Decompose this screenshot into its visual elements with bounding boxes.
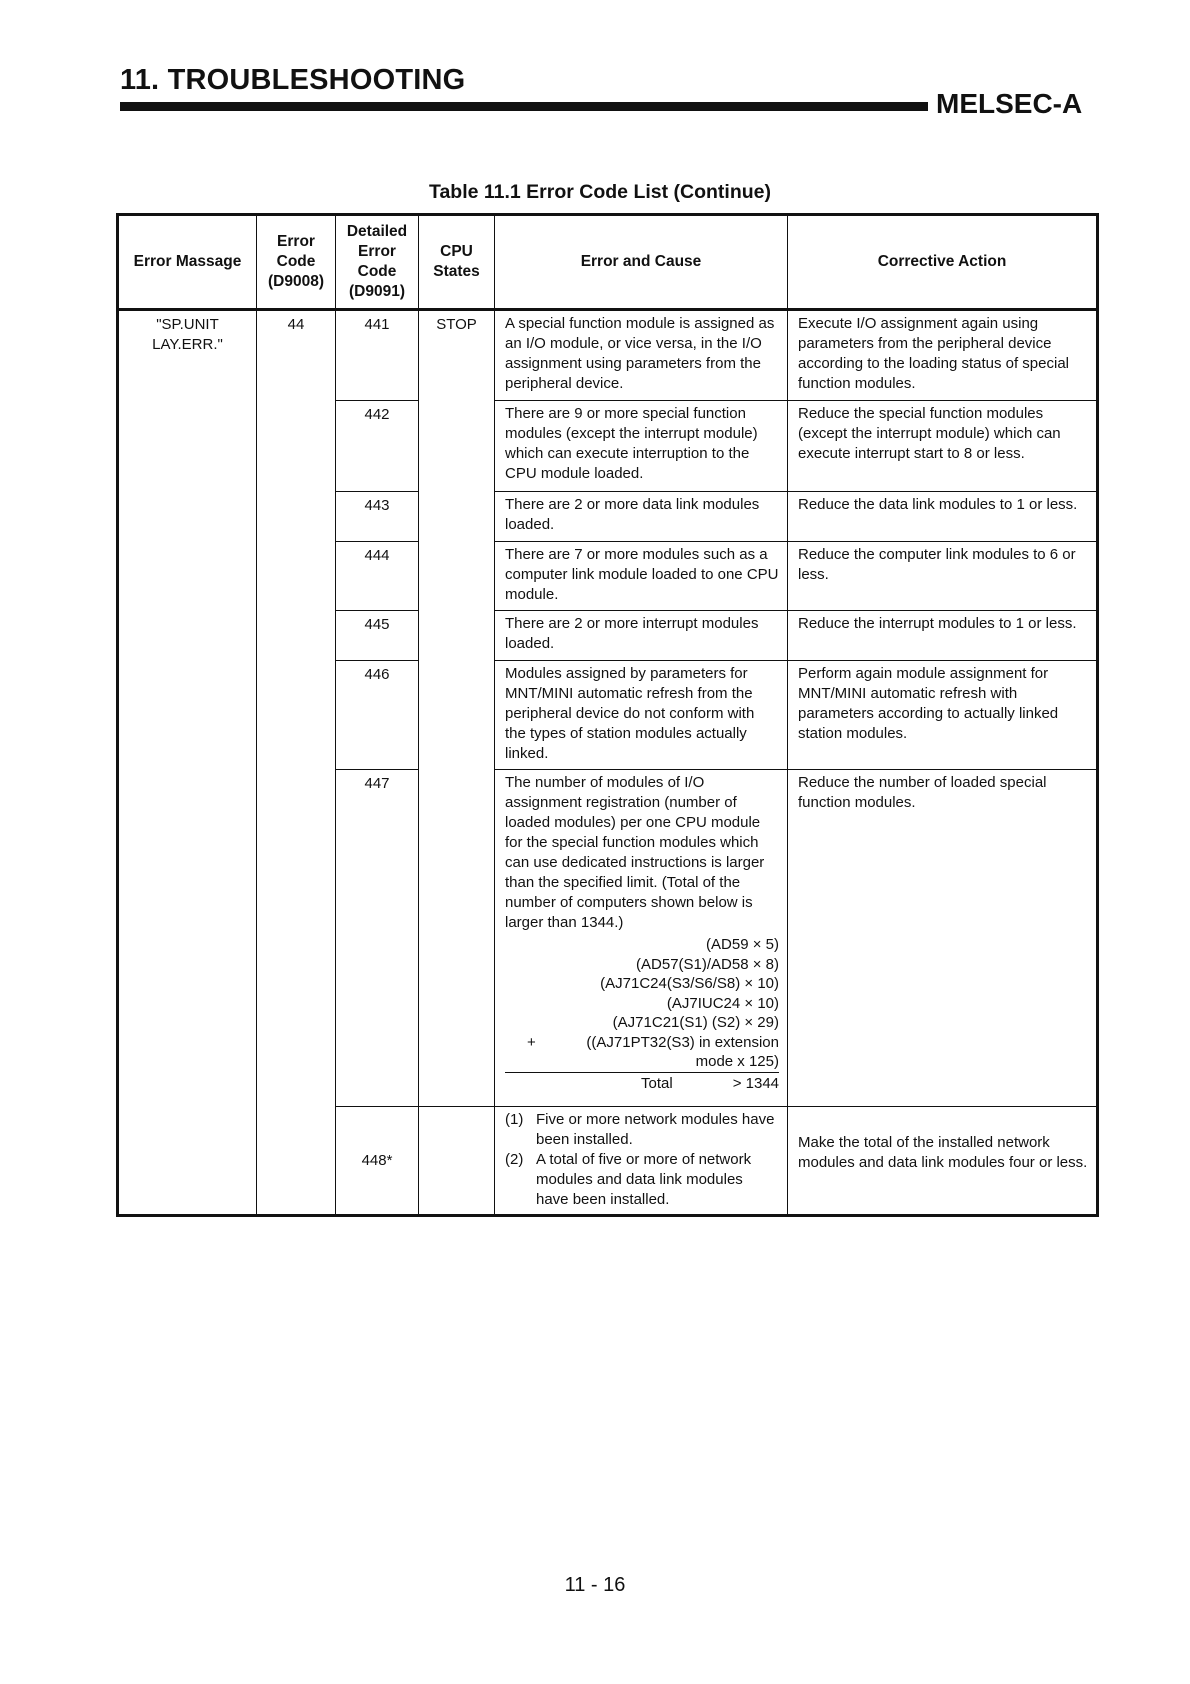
detail-code-cell: 444 — [336, 542, 419, 611]
table-caption: Table 11.1 Error Code List (Continue) — [428, 181, 772, 203]
chapter-title: 11. TROUBLESHOOTING — [120, 64, 466, 96]
cause-cell — [495, 770, 788, 1107]
col-header-error-and-cause: Error and Cause — [495, 215, 788, 310]
formula-plus-line — [505, 1033, 779, 1053]
detail-code-cell: 442 — [336, 401, 419, 492]
action-cell: Execute I/O assignment again using parameters from the peripheral device according to the loading status of special function modules. — [788, 310, 1098, 401]
list-item: (2) A total of five or more of network modules and data link modules have been installed. — [505, 1151, 752, 1208]
cause-text: The number of modules of I/O assignment registration (number of loaded modules) per one CPU module for the special function modules which can use dedicated instructions is larger than the specified limit. (Total of the number of computers shown below is larger than 1344.) — [505, 774, 765, 931]
formula-total — [505, 1073, 779, 1095]
formula-line: mode x 125) — [505, 1052, 779, 1073]
col-header-error-code: Error Code (D9008) — [257, 215, 336, 310]
module-count-formula — [505, 935, 779, 1095]
formula-line: (AD59 × 5) — [706, 936, 779, 953]
detail-code-cell: 443 — [336, 492, 419, 542]
formula-line: (AJ71C24(S3/S6/S8) × 10) — [600, 975, 779, 992]
detail-code-cell: 447 — [336, 770, 419, 1107]
table-row — [118, 310, 1098, 401]
detail-code-cell: 448* — [336, 1107, 419, 1216]
formula-total-label: Total — [641, 1074, 673, 1092]
error-code-cell: 44 — [257, 310, 336, 1216]
detail-code-cell: 445 — [336, 611, 419, 661]
cause-cell: A special function module is assigned as an I/O module, or vice versa, in the I/O assignment using parameters from the peripheral device. — [495, 310, 788, 401]
formula-line: ((AJ71PT32(S3) in extension — [586, 1033, 779, 1051]
action-cell: Make the total of the installed network modules and data link modules four or less. — [788, 1107, 1098, 1216]
error-code-table — [116, 213, 1099, 1217]
table-header-row — [118, 215, 1098, 310]
cause-cell: There are 9 or more special function modules (except the interrupt module) which can execute interruption to the CPU module loaded. — [495, 401, 788, 492]
formula-line: (AD57(S1)/AD58 × 8) — [636, 955, 779, 973]
action-cell: Perform again module assignment for MNT/MINI automatic refresh with parameters according to actually linked station modules. — [788, 661, 1098, 770]
col-header-cpu-states: CPU States — [419, 215, 495, 310]
cause-cell: There are 2 or more interrupt modules loaded. — [495, 611, 788, 661]
cpu-state-cell-empty — [419, 1107, 495, 1216]
cause-cell: There are 7 or more modules such as a computer link module loaded to one CPU module. — [495, 542, 788, 611]
col-header-error-message: Error Massage — [118, 215, 257, 310]
plus-sign: + — [527, 1033, 536, 1051]
cpu-state-cell: STOP — [419, 310, 495, 1107]
list-item: (1) Five or more network modules have been installed. — [505, 1111, 775, 1148]
formula-line: (AJ71C21(S1) (S2) × 29) — [612, 1014, 779, 1031]
page-number: 11 - 16 — [564, 1574, 626, 1596]
brand-label: MELSEC-A — [936, 88, 1083, 119]
cause-cell: Modules assigned by parameters for MNT/MINI automatic refresh from the peripheral device do not conform with the types of station modules actually linked. — [495, 661, 788, 770]
formula-line: (AJ7IUC24 × 10) — [666, 994, 779, 1012]
action-cell: Reduce the data link modules to 1 or less. — [788, 492, 1098, 542]
col-header-corrective-action: Corrective Action — [788, 215, 1098, 310]
detail-code-cell: 446 — [336, 661, 419, 770]
header-rule — [120, 102, 928, 111]
action-cell: Reduce the computer link modules to 6 or less. — [788, 542, 1098, 611]
action-cell: Reduce the special function modules (except the interrupt module) which can execute interrupt start to 8 or less. — [788, 401, 1098, 492]
error-message-cell: "SP.UNIT LAY.ERR." — [118, 310, 257, 1216]
action-cell: Reduce the interrupt modules to 1 or less. — [788, 611, 1098, 661]
detail-code-cell: 441 — [336, 310, 419, 401]
action-cell: Reduce the number of loaded special function modules. — [788, 770, 1098, 1107]
cause-cell: There are 2 or more data link modules loaded. — [495, 492, 788, 542]
col-header-detailed-error-code: Detailed Error Code (D9091) — [336, 215, 419, 310]
formula-total-value: > 1344 — [732, 1074, 779, 1092]
cause-cell — [495, 1107, 788, 1216]
